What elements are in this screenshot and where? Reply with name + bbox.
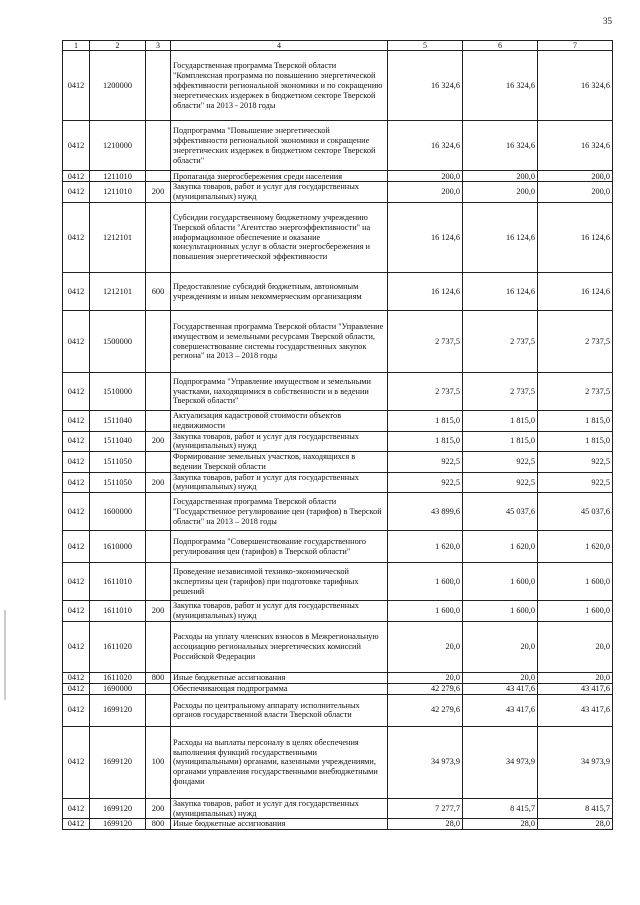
expense-type-cell bbox=[146, 373, 171, 411]
target-code-cell: 1690000 bbox=[90, 683, 146, 694]
expense-type-cell bbox=[146, 311, 171, 373]
amount-col7-cell: 922,5 bbox=[538, 452, 613, 473]
amount-col6-cell: 20,0 bbox=[463, 621, 538, 672]
amount-col7-cell: 16 124,6 bbox=[538, 203, 613, 273]
amount-col5-cell: 200,0 bbox=[388, 182, 463, 203]
table-row bbox=[63, 171, 613, 182]
amount-col5-cell: 2 737,5 bbox=[388, 373, 463, 411]
amount-col5-cell: 28,0 bbox=[388, 819, 463, 830]
amount-col5-cell: 16 124,6 bbox=[388, 203, 463, 273]
target-code-cell: 1511040 bbox=[90, 431, 146, 452]
amount-col5-cell: 16 124,6 bbox=[388, 273, 463, 311]
table-row bbox=[63, 121, 613, 171]
description-cell: Обеспечивающая подпрограмма bbox=[171, 683, 388, 694]
description-cell: Расходы на выплаты персоналу в целях обеспечения выполнения функций государственными (муниципальными) органами, казенными учреждениями, органами управления государственными внебюджетными фондами bbox=[171, 726, 388, 798]
amount-col6-cell: 45 037,6 bbox=[463, 493, 538, 531]
description-cell: Закупка товаров, работ и услуг для государственных (муниципальных) нужд bbox=[171, 472, 388, 493]
section-code-cell: 0412 bbox=[63, 694, 90, 726]
table-row bbox=[63, 51, 613, 121]
description-cell: Подпрограмма "Совершенствование государственного регулирования цен (тарифов) в Тверской области" bbox=[171, 531, 388, 563]
expense-type-cell: 800 bbox=[146, 819, 171, 830]
description-cell: Закупка товаров, работ и услуг для государственных (муниципальных) нужд bbox=[171, 182, 388, 203]
section-code-cell: 0412 bbox=[63, 171, 90, 182]
amount-col5-cell: 20,0 bbox=[388, 621, 463, 672]
table-row bbox=[63, 621, 613, 672]
table-row bbox=[63, 452, 613, 473]
header-cell: 2 bbox=[90, 41, 146, 51]
amount-col5-cell: 1 815,0 bbox=[388, 431, 463, 452]
expense-type-cell: 200 bbox=[146, 182, 171, 203]
amount-col7-cell: 2 737,5 bbox=[538, 373, 613, 411]
amount-col7-cell: 43 417,6 bbox=[538, 694, 613, 726]
expense-type-cell: 100 bbox=[146, 726, 171, 798]
amount-col5-cell: 1 620,0 bbox=[388, 531, 463, 563]
target-code-cell: 1212101 bbox=[90, 203, 146, 273]
amount-col7-cell: 1 815,0 bbox=[538, 411, 613, 432]
expense-type-cell bbox=[146, 121, 171, 171]
amount-col7-cell: 20,0 bbox=[538, 672, 613, 683]
amount-col7-cell: 200,0 bbox=[538, 182, 613, 203]
amount-col6-cell: 200,0 bbox=[463, 182, 538, 203]
section-code-cell: 0412 bbox=[63, 452, 90, 473]
description-cell: Пропаганда энергосбережения среди населения bbox=[171, 171, 388, 182]
table-row bbox=[63, 411, 613, 432]
target-code-cell: 1511050 bbox=[90, 452, 146, 473]
amount-col5-cell: 2 737,5 bbox=[388, 311, 463, 373]
section-code-cell: 0412 bbox=[63, 563, 90, 601]
description-cell: Субсидии государственному бюджетному учреждению Тверской области "Агентство энергоэффективности" на информационное обеспечение и оказание консультационных услуг в области энергосбережения и повышения энергетической эффективности bbox=[171, 203, 388, 273]
table-row bbox=[63, 493, 613, 531]
scan-edge-mark bbox=[4, 610, 6, 700]
expense-type-cell bbox=[146, 203, 171, 273]
amount-col5-cell: 1 600,0 bbox=[388, 563, 463, 601]
target-code-cell: 1699120 bbox=[90, 798, 146, 819]
description-cell: Иные бюджетные ассигнования bbox=[171, 672, 388, 683]
section-code-cell: 0412 bbox=[63, 472, 90, 493]
section-code-cell: 0412 bbox=[63, 51, 90, 121]
table-row bbox=[63, 726, 613, 798]
amount-col6-cell: 922,5 bbox=[463, 472, 538, 493]
amount-col6-cell: 28,0 bbox=[463, 819, 538, 830]
section-code-cell: 0412 bbox=[63, 819, 90, 830]
table-row bbox=[63, 182, 613, 203]
description-cell: Расходы на уплату членских взносов в Межрегиональную ассоциацию региональных энергетических комиссий Российской Федерации bbox=[171, 621, 388, 672]
target-code-cell: 1211010 bbox=[90, 171, 146, 182]
description-cell: Государственная программа Тверской области "Управление имуществом и земельными ресурсами Тверской области, совершенствование системы государственных закупок региона" на 2013 – 2018 годы bbox=[171, 311, 388, 373]
table-row bbox=[63, 601, 613, 622]
table-row bbox=[63, 373, 613, 411]
amount-col7-cell: 16 124,6 bbox=[538, 273, 613, 311]
expense-type-cell: 600 bbox=[146, 273, 171, 311]
amount-col5-cell: 922,5 bbox=[388, 472, 463, 493]
description-cell: Подпрограмма "Повышение энергетической эффективности региональной экономики и сокращение энергетических издержек в бюджетном секторе Тверской области" bbox=[171, 121, 388, 171]
target-code-cell: 1611010 bbox=[90, 601, 146, 622]
amount-col7-cell: 20,0 bbox=[538, 621, 613, 672]
budget-table bbox=[62, 40, 613, 830]
section-code-cell: 0412 bbox=[63, 373, 90, 411]
target-code-cell: 1212101 bbox=[90, 273, 146, 311]
section-code-cell: 0412 bbox=[63, 621, 90, 672]
expense-type-cell bbox=[146, 493, 171, 531]
section-code-cell: 0412 bbox=[63, 798, 90, 819]
expense-type-cell bbox=[146, 694, 171, 726]
expense-type-cell bbox=[146, 531, 171, 563]
expense-type-cell bbox=[146, 621, 171, 672]
amount-col6-cell: 1 600,0 bbox=[463, 563, 538, 601]
amount-col7-cell: 45 037,6 bbox=[538, 493, 613, 531]
amount-col7-cell: 28,0 bbox=[538, 819, 613, 830]
header-cell: 5 bbox=[388, 41, 463, 51]
description-cell: Государственная программа Тверской области "Государственное регулирование цен (тарифов) в Тверской области" на 2013 – 2018 годы bbox=[171, 493, 388, 531]
table-row bbox=[63, 472, 613, 493]
amount-col6-cell: 1 600,0 bbox=[463, 601, 538, 622]
target-code-cell: 1200000 bbox=[90, 51, 146, 121]
amount-col5-cell: 42 279,6 bbox=[388, 694, 463, 726]
target-code-cell: 1500000 bbox=[90, 311, 146, 373]
table-row bbox=[63, 672, 613, 683]
amount-col7-cell: 43 417,6 bbox=[538, 683, 613, 694]
section-code-cell: 0412 bbox=[63, 493, 90, 531]
expense-type-cell bbox=[146, 411, 171, 432]
expense-type-cell: 200 bbox=[146, 798, 171, 819]
section-code-cell: 0412 bbox=[63, 203, 90, 273]
section-code-cell: 0412 bbox=[63, 726, 90, 798]
amount-col7-cell: 8 415,7 bbox=[538, 798, 613, 819]
amount-col7-cell: 1 620,0 bbox=[538, 531, 613, 563]
header-cell: 7 bbox=[538, 41, 613, 51]
amount-col6-cell: 2 737,5 bbox=[463, 311, 538, 373]
amount-col5-cell: 922,5 bbox=[388, 452, 463, 473]
amount-col5-cell: 1 815,0 bbox=[388, 411, 463, 432]
expense-type-cell: 800 bbox=[146, 672, 171, 683]
amount-col7-cell: 922,5 bbox=[538, 472, 613, 493]
header-cell: 3 bbox=[146, 41, 171, 51]
description-cell: Актуализация кадастровой стоимости объектов недвижимости bbox=[171, 411, 388, 432]
description-cell: Формирование земельных участков, находящихся в ведении Тверской области bbox=[171, 452, 388, 473]
table-row bbox=[63, 798, 613, 819]
section-code-cell: 0412 bbox=[63, 431, 90, 452]
amount-col5-cell: 20,0 bbox=[388, 672, 463, 683]
header-row bbox=[63, 41, 613, 51]
table-row bbox=[63, 431, 613, 452]
section-code-cell: 0412 bbox=[63, 683, 90, 694]
target-code-cell: 1510000 bbox=[90, 373, 146, 411]
amount-col7-cell: 34 973,9 bbox=[538, 726, 613, 798]
table-row bbox=[63, 819, 613, 830]
target-code-cell: 1699120 bbox=[90, 726, 146, 798]
amount-col7-cell: 16 324,6 bbox=[538, 51, 613, 121]
target-code-cell: 1210000 bbox=[90, 121, 146, 171]
expense-type-cell bbox=[146, 563, 171, 601]
amount-col5-cell: 34 973,9 bbox=[388, 726, 463, 798]
amount-col5-cell: 7 277,7 bbox=[388, 798, 463, 819]
description-cell: Закупка товаров, работ и услуг для государственных (муниципальных) нужд bbox=[171, 431, 388, 452]
description-cell: Закупка товаров, работ и услуг для государственных (муниципальных) нужд bbox=[171, 798, 388, 819]
section-code-cell: 0412 bbox=[63, 531, 90, 563]
section-code-cell: 0412 bbox=[63, 411, 90, 432]
table-row bbox=[63, 273, 613, 311]
amount-col6-cell: 2 737,5 bbox=[463, 373, 538, 411]
amount-col5-cell: 1 600,0 bbox=[388, 601, 463, 622]
amount-col6-cell: 200,0 bbox=[463, 171, 538, 182]
header-cell: 1 bbox=[63, 41, 90, 51]
description-cell: Подпрограмма "Управление имуществом и земельными участками, находящимися в собственности и в ведении Тверской области" bbox=[171, 373, 388, 411]
target-code-cell: 1211010 bbox=[90, 182, 146, 203]
amount-col5-cell: 200,0 bbox=[388, 171, 463, 182]
section-code-cell: 0412 bbox=[63, 121, 90, 171]
target-code-cell: 1699120 bbox=[90, 819, 146, 830]
section-code-cell: 0412 bbox=[63, 182, 90, 203]
amount-col6-cell: 16 124,6 bbox=[463, 203, 538, 273]
target-code-cell: 1611020 bbox=[90, 621, 146, 672]
description-cell: Проведение независимой технико-экономической экспертизы цен (тарифов) при подготовке тарифных решений bbox=[171, 563, 388, 601]
amount-col6-cell: 1 620,0 bbox=[463, 531, 538, 563]
expense-type-cell bbox=[146, 452, 171, 473]
amount-col6-cell: 20,0 bbox=[463, 672, 538, 683]
section-code-cell: 0412 bbox=[63, 273, 90, 311]
target-code-cell: 1600000 bbox=[90, 493, 146, 531]
amount-col6-cell: 1 815,0 bbox=[463, 411, 538, 432]
expense-type-cell bbox=[146, 171, 171, 182]
table-row bbox=[63, 311, 613, 373]
table-row bbox=[63, 531, 613, 563]
amount-col5-cell: 16 324,6 bbox=[388, 51, 463, 121]
table-row bbox=[63, 694, 613, 726]
amount-col6-cell: 43 417,6 bbox=[463, 694, 538, 726]
section-code-cell: 0412 bbox=[63, 601, 90, 622]
target-code-cell: 1611020 bbox=[90, 672, 146, 683]
amount-col7-cell: 1 600,0 bbox=[538, 601, 613, 622]
amount-col7-cell: 16 324,6 bbox=[538, 121, 613, 171]
header-cell: 6 bbox=[463, 41, 538, 51]
table-row bbox=[63, 563, 613, 601]
expense-type-cell bbox=[146, 683, 171, 694]
expense-type-cell: 200 bbox=[146, 472, 171, 493]
amount-col6-cell: 16 124,6 bbox=[463, 273, 538, 311]
amount-col6-cell: 43 417,6 bbox=[463, 683, 538, 694]
description-cell: Расходы по центральному аппарату исполнительных органов государственной власти Тверской области bbox=[171, 694, 388, 726]
amount-col5-cell: 16 324,6 bbox=[388, 121, 463, 171]
description-cell: Предоставление субсидий бюджетным, автономным учреждениям и иным некоммерческим организациям bbox=[171, 273, 388, 311]
amount-col7-cell: 2 737,5 bbox=[538, 311, 613, 373]
section-code-cell: 0412 bbox=[63, 311, 90, 373]
target-code-cell: 1611010 bbox=[90, 563, 146, 601]
amount-col6-cell: 8 415,7 bbox=[463, 798, 538, 819]
expense-type-cell bbox=[146, 51, 171, 121]
amount-col6-cell: 922,5 bbox=[463, 452, 538, 473]
table-row bbox=[63, 683, 613, 694]
page-number: 35 bbox=[603, 16, 612, 26]
amount-col6-cell: 1 815,0 bbox=[463, 431, 538, 452]
amount-col6-cell: 16 324,6 bbox=[463, 51, 538, 121]
section-code-cell: 0412 bbox=[63, 672, 90, 683]
target-code-cell: 1511040 bbox=[90, 411, 146, 432]
amount-col7-cell: 1 600,0 bbox=[538, 563, 613, 601]
header-cell: 4 bbox=[171, 41, 388, 51]
target-code-cell: 1699120 bbox=[90, 694, 146, 726]
amount-col6-cell: 34 973,9 bbox=[463, 726, 538, 798]
target-code-cell: 1610000 bbox=[90, 531, 146, 563]
description-cell: Иные бюджетные ассигнования bbox=[171, 819, 388, 830]
amount-col7-cell: 1 815,0 bbox=[538, 431, 613, 452]
target-code-cell: 1511050 bbox=[90, 472, 146, 493]
description-cell: Государственная программа Тверской области "Комплексная программа по повышению энергетической эффективности региональной экономики и по сокращению энергетических издержек в бюджетном секторе Тверской области" на 2013 - 2018 годы bbox=[171, 51, 388, 121]
expense-type-cell: 200 bbox=[146, 431, 171, 452]
description-cell: Закупка товаров, работ и услуг для государственных (муниципальных) нужд bbox=[171, 601, 388, 622]
expense-type-cell: 200 bbox=[146, 601, 171, 622]
amount-col6-cell: 16 324,6 bbox=[463, 121, 538, 171]
table-row bbox=[63, 203, 613, 273]
amount-col5-cell: 42 279,6 bbox=[388, 683, 463, 694]
amount-col5-cell: 43 899,6 bbox=[388, 493, 463, 531]
amount-col7-cell: 200,0 bbox=[538, 171, 613, 182]
